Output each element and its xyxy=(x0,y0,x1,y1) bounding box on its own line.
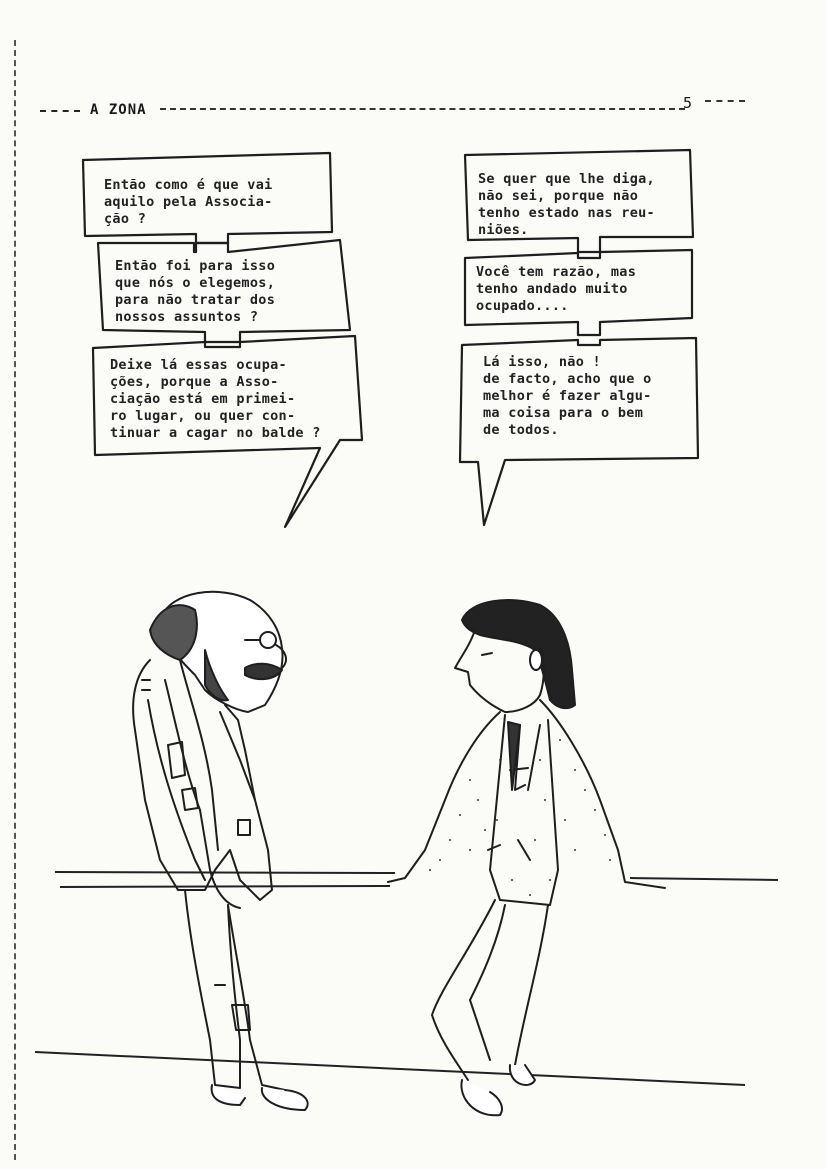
ground-line-back xyxy=(60,886,390,887)
balloon-right-2-text: Você tem razão, mas tenho andado muito ocupado.... xyxy=(476,264,637,314)
balloon-left-1-text: Então como é que vai aquilo pela Associa- ção ? xyxy=(104,177,273,227)
balloon-left-3-text: Deixe lá essas ocupa- ções, porque a Asso- ciação está em primei- ro lugar, ou quer con- tinuar a cagar no balde ? xyxy=(110,357,321,441)
ground-line-upper xyxy=(55,872,778,880)
page-number: 5 xyxy=(683,94,693,112)
old-man-figure xyxy=(133,592,308,1110)
publication-title: A ZONA xyxy=(90,102,147,118)
ground-line-lower xyxy=(35,1052,745,1085)
young-man-figure xyxy=(388,600,665,1115)
balloon-right-1-text: Se quer que lhe diga, não sei, porque não tenho estado nas reu- niões. xyxy=(478,171,655,238)
balloon-left-2-text: Então foi para isso que nós o elegemos, para não tratar dos nossos assuntos ? xyxy=(115,258,276,325)
balloon-right-3-text: Lá isso, não ! de facto, acho que o melhor é fazer algu- ma coisa para o bem de todos. xyxy=(483,354,652,438)
